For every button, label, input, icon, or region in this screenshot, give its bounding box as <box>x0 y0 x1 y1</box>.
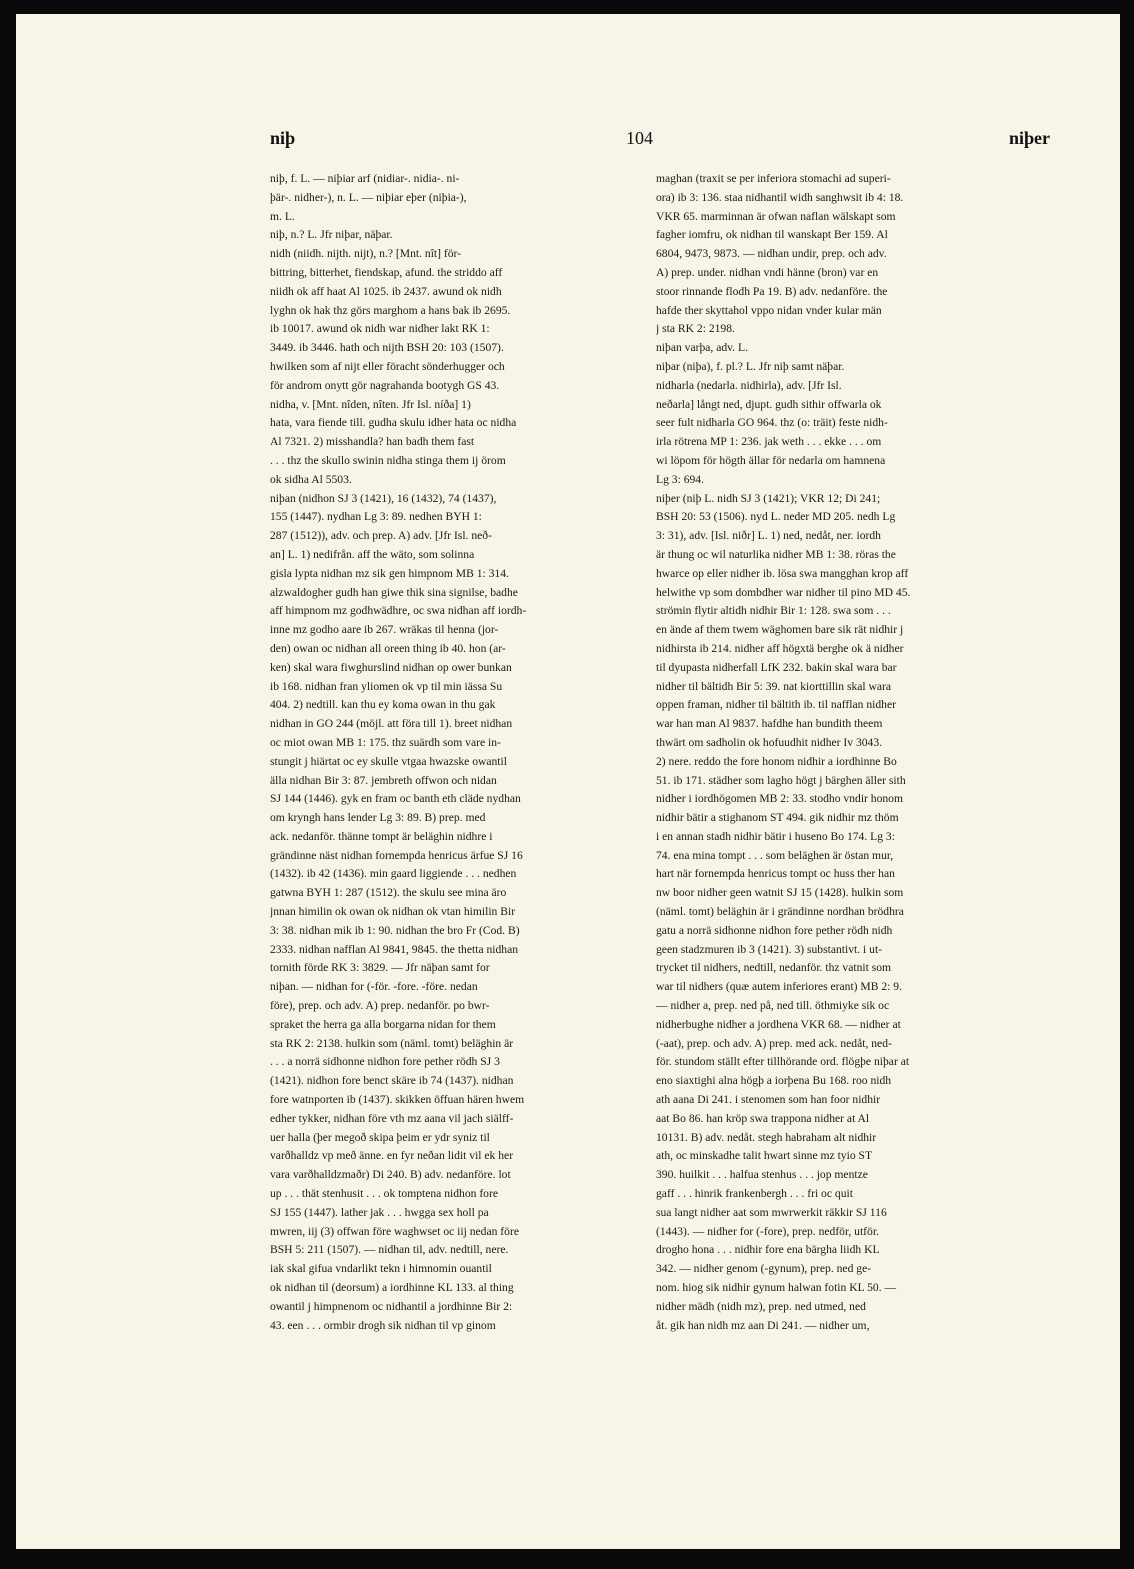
text-line: 6804, 9473, 9873. — nidhan undir, prep. och adv. <box>656 247 887 261</box>
text-line: 404. 2) nedtill. kan thu ey koma owan in thu gak <box>270 698 496 712</box>
text-line: aat Bo 86. han kröp swa trappona nidher at Al <box>656 1111 870 1125</box>
text-line: ora) ib 3: 136. staa nidhantil widh sanghwsit ib 4: 18. <box>656 190 904 204</box>
text-line: nidher i iordhögomen MB 2: 33. stodho vndir honom <box>656 792 904 806</box>
text-line: nidhir bätir a stighanom ST 494. gik nidhir mz thöm <box>656 811 899 825</box>
text-line: (1421). nidhon fore benct skäre ib 74 (1437). nidhan <box>270 1074 514 1088</box>
text-line: nidhan in GO 244 (möjl. att föra till 1). breet nidhan <box>270 717 513 731</box>
text-line: före), prep. och adv. A) prep. nedanför. po bwr- <box>270 999 490 1013</box>
text-line: 2) nere. reddo the fore honom nidhir a iordhinne Bo <box>656 754 897 768</box>
text-line: gatwna BYH 1: 287 (1512). the skulu see mina äro <box>270 886 507 900</box>
text-line: til dyupasta nidherfall LfK 232. bakin skal wara bar <box>656 660 897 674</box>
text-line: owantil j himpnenom oc nidhantil a jordhinne Bir 2: <box>270 1299 513 1313</box>
text-line: gatu a norrä sidhonne nidhon fore pether rödh nidh <box>656 923 893 937</box>
text-line: up . . . thät stenhusit . . . ok tomptena nidhon fore <box>270 1187 498 1201</box>
text-line: stungit j hiärtat oc ey skulle vtgaa hwazske owantil <box>270 754 507 768</box>
page-number: 104 <box>626 128 653 148</box>
text-line: j sta RK 2: 2198. <box>656 322 735 336</box>
text-line: gisla lypta nidhan mz sik gen himpnom MB 1: 314. <box>270 566 509 580</box>
text-line: älla nidhan Bir 3: 87. jembreth offwon och nidan <box>270 773 497 787</box>
text-line: grändinne näst nidhan fornempda henricus ärfue SJ 16 <box>270 848 523 862</box>
text-line: uer halla (þer megoð skipa þeim er ydr syniz til <box>270 1130 490 1144</box>
text-line: thwärt om sadholin ok hofuudhit nidher Iv 3043. <box>656 735 883 749</box>
text-line: BSH 5: 211 (1507). — nidhan til, adv. nedtill, nere. <box>270 1243 509 1257</box>
text-line: niþ, n.? L. Jfr niþar, näþar. <box>270 228 393 242</box>
text-line: Al 7321. 2) misshandla? han badh them fast <box>270 435 475 449</box>
text-line: är thung oc wil naturlika nidher MB 1: 38. röras the <box>656 547 896 561</box>
text-line: stoor rinnande flodh Pa 19. B) adv. nedanföre. the <box>656 284 888 298</box>
text-line: 155 (1447). nydhan Lg 3: 89. nedhen BYH 1: <box>270 510 482 524</box>
right-running-headword: niþer <box>1008 128 1050 148</box>
text-line: ath, oc minskadhe talit hwart sinne mz tyio ST <box>656 1149 873 1163</box>
text-line: nidher mädh (nidh mz), prep. ned utmed, ned <box>656 1299 866 1313</box>
text-line: oppen framan, nidher til bältith ib. til nafflan nidher <box>656 698 896 712</box>
text-line: eno siaxtighi alna högþ a iorþena Bu 168. roo nidh <box>656 1074 892 1088</box>
text-line: SJ 155 (1447). lather jak . . . hwgga sex holl pa <box>270 1205 489 1219</box>
text-line: hwilken som af nijt eller föracht sönderhugger och <box>270 359 505 373</box>
text-line: aff himpnom mz godhwädhre, oc swa nidhan aff iordh- <box>270 604 527 618</box>
text-line: trycket til nidhers, nedtill, nedanför. thz vatnit som <box>656 961 892 975</box>
text-line: 342. — nidher genom (-gynum), prep. ned ge- <box>656 1262 872 1276</box>
text-line: niþan (nidhon SJ 3 (1421), 16 (1432), 74 (1437), <box>270 491 497 505</box>
text-line: vara varðhalldzmaðr) Di 240. B) adv. nedanföre. lot <box>270 1168 511 1182</box>
text-line: sta RK 2: 2138. hulkin som (näml. tomt) beläghin är <box>270 1036 514 1050</box>
text-line: A) prep. under. nidhan vndi hänne (bron) var en <box>656 265 879 279</box>
left-running-headword: niþ <box>270 128 296 148</box>
text-line: varðhalldz vp með änne. en fyr neðan lidit vil ek her <box>270 1149 514 1163</box>
text-line: an] L. 1) nedifrån. aff the wäto, som solinna <box>270 547 475 561</box>
text-line: för androm onytt gör nagrahanda bootygh GS 43. <box>270 378 500 392</box>
text-line: en ände af them twem wäghomen bare sik rät nidhir j <box>656 623 904 637</box>
text-line: nw boor nidher geen watnit SJ 15 (1428). hulkin som <box>656 886 904 900</box>
text-line: sua langt nidher aat som mwrwerkit räkkir SJ 116 <box>656 1205 887 1219</box>
text-line: Lg 3: 694. <box>656 472 704 486</box>
text-line: niþer (niþ L. nidh SJ 3 (1421); VKR 12; Di 241; <box>656 491 881 505</box>
text-line: 10131. B) adv. nedåt. stegh habraham alt nidhir <box>656 1130 877 1144</box>
text-line: 3: 38. nidhan mik ib 1: 90. nidhan the bro Fr (Cod. B) <box>270 923 520 937</box>
text-line: iak skal gifua vndarlikt tekn i himnomin ouantil <box>270 1262 492 1276</box>
scan-border-right <box>1120 0 1134 1569</box>
text-line: þär-. nidher-), n. L. — niþiar eþer (niþia-), <box>270 190 467 204</box>
text-line: 2333. nidhan nafflan Al 9841, 9845. the thetta nidhan <box>270 942 519 956</box>
text-line: för. stundom ställt efter tillhörande ord. flögþe niþar at <box>656 1055 910 1069</box>
text-line: war han man Al 9837. hafdhe han bundith theem <box>656 717 883 731</box>
text-line: nidhirsta ib 214. nidher aff högxtä berghe ok ä nidher <box>656 641 904 655</box>
scan-border-top <box>0 0 1134 14</box>
text-line: hwarce op eller nidher ib. lösa swa mangghan krop aff <box>656 566 909 580</box>
text-line: 51. ib 171. städher som lagho högt j bärghen äller sith <box>656 773 906 787</box>
text-line: hart när fornempda henricus tompt oc huss ther han <box>656 867 895 881</box>
text-line: mwren, iij (3) offwan före waghwset oc iij nedan före <box>270 1224 519 1238</box>
text-line: ack. nedanför. thänne tompt är beläghin nidhre i <box>270 829 493 843</box>
text-line: 287 (1512)), adv. och prep. A) adv. [Jfr Isl. neð- <box>270 529 492 543</box>
text-line: den) owan oc nidhan all oreen thing ib 40. hon (ar- <box>270 641 506 655</box>
text-line: lyghn ok hak thz görs marghom a hans bak ib 2695. <box>270 303 511 317</box>
text-line: gaff . . . hinrik frankenbergh . . . fri oc quit <box>656 1187 853 1201</box>
text-line: helwithe vp som dombdher war nidher til pino MD 45. <box>656 585 911 599</box>
text-line: VKR 65. marminnan är ofwan naflan wälskapt som <box>656 209 896 223</box>
scan-border-bottom <box>0 1549 1134 1569</box>
text-line: nidharla (nedarla. nidhirla), adv. [Jfr Isl. <box>656 378 842 392</box>
text-line: jnnan himilin ok owan ok nidhan ok vtan himilin Bir <box>270 905 516 919</box>
text-line: 3: 31), adv. [Isl. niðr] L. 1) ned, nedåt, ner. iordh <box>656 529 881 543</box>
text-line: niþar (niþa), f. pl.? L. Jfr niþ samt näþar. <box>656 359 845 373</box>
text-line: niþ, f. L. — niþiar arf (nidiar-. nidia-. ni- <box>270 172 460 185</box>
text-line: maghan (traxit se per inferiora stomachi ad superi- <box>656 172 891 185</box>
text-line: 3449. ib 3446. hath och nijth BSH 20: 103 (1507). <box>270 341 504 355</box>
text-line: nidh (niidh. nijth. nijt), n.? [Mnt. nît] för- <box>270 247 462 261</box>
text-line: war til nidhers (quæ autem inferiores erant) MB 2: 9. <box>656 980 902 994</box>
text-line: i en annan stadh nidhir bätir i huseno Bo 174. Lg 3: <box>656 829 895 843</box>
text-line: SJ 144 (1446). gyk en fram oc banth eth cläde nydhan <box>270 792 521 806</box>
text-line: niidh ok aff haat Al 1025. ib 2437. awund ok nidh <box>270 284 502 298</box>
text-line: (1432). ib 42 (1436). min gaard liggiende . . . nedhen <box>270 867 517 881</box>
text-line: hata, vara fiende till. gudha skulu idher hata oc nidha <box>270 416 517 430</box>
text-line: strömin flytir altidh nidhir Bir 1: 128. swa som . . . <box>656 604 891 618</box>
text-line: spraket the herra ga alla borgarna nidan for them <box>270 1017 496 1031</box>
text-line: hafde ther skyttahol vppo nidan vnder kular män <box>656 303 882 317</box>
text-line: alzwaldogher gudh han giwe thik sina signilse, badhe <box>270 585 518 599</box>
text-line: edher tykker, nidhan före vth mz aana vil jach siälff- <box>270 1111 514 1125</box>
text-line: BSH 20: 53 (1506). nyd L. neder MD 205. nedh Lg <box>656 510 896 524</box>
text-line: seer fult nidharla GO 964. thz (o: träit) feste nidh- <box>656 416 888 430</box>
text-line: fagher iomfru, ok nidhan til wanskapt Ber 159. Al <box>656 228 888 242</box>
text-line: geen stadzmuren ib 3 (1421). 3) substantivt. i ut- <box>656 942 883 956</box>
text-line: ath aana Di 241. i stenomen som han foor nidhir <box>656 1093 881 1107</box>
text-line: bittring, bitterhet, fiendskap, afund. the striddo aff <box>270 265 503 279</box>
text-line: fore watnporten ib (1437). skikken öffuan hären hwem <box>270 1093 525 1107</box>
text-line: ok sidha Al 5503. <box>270 472 352 486</box>
text-line: 390. huilkit . . . halfua stenhus . . . jop mentze <box>656 1168 868 1182</box>
text-line: (-aat), prep. och adv. A) prep. med ack. nedåt, ned- <box>656 1036 892 1050</box>
text-line: åt. gik han nidh mz aan Di 241. — nidher um, <box>656 1318 870 1332</box>
text-line: — nidher a, prep. ned på, ned till. öthmiyke sik oc <box>656 999 890 1013</box>
text-line: nidher til bältidh Bir 5: 39. nat kiorttillin skal wara <box>656 679 892 693</box>
text-line: 74. ena mina tompt . . . som beläghen är östan mur, <box>656 848 894 862</box>
text-line: nidherbughe nidher a jordhena VKR 68. — nidher at <box>656 1017 901 1031</box>
text-line: om kryngh hans lender Lg 3: 89. B) prep. med <box>270 811 486 825</box>
text-line: wi löpom för högth ällar för nedarla om hamnena <box>656 453 886 467</box>
text-line: ken) skal wara fiwghurslind nidhan op ower bunkan <box>270 660 512 674</box>
text-line: nidha, v. [Mnt. nîden, nîten. Jfr Isl. níða] 1) <box>270 397 471 411</box>
text-line: . . . a norrä sidhonne nidhon fore pether rödh SJ 3 <box>270 1055 500 1069</box>
text-line: niþan varþa, adv. L. <box>656 341 748 355</box>
text-line: ok nidhan til (deorsum) a iordhinne KL 133. al thing <box>270 1281 514 1295</box>
text-line: inne mz godho aare ib 267. wräkas til henna (jor- <box>270 623 499 637</box>
text-line: (näml. tomt) beläghin är i grändinne nordhan brödhra <box>656 905 904 919</box>
text-line: neðarla] långt ned, djupt. gudh sithir offwarla ok <box>656 397 882 411</box>
page-header <box>270 128 1050 158</box>
text-line: ib 10017. awund ok nidh war nidher lakt RK 1: <box>270 322 490 336</box>
text-line: drogho hona . . . nidhir fore ena bärgha liidh KL <box>656 1243 880 1257</box>
text-line: ib 168. nidhan fran yliomen ok vp til min iässa Su <box>270 679 503 693</box>
text-line: niþan. — nidhan for (-för. -fore. -före. nedan <box>270 980 478 994</box>
text-line: oc miot owan MB 1: 175. thz suärdh som vare in- <box>270 735 501 749</box>
text-line: 43. een . . . ormbir drogh sik nidhan til vp ginom <box>270 1318 496 1332</box>
text-line: m. L. <box>270 209 295 223</box>
text-line: nom. hiog sik nidhir gynum halwan fotin KL 50. — <box>656 1281 897 1295</box>
scan-border-left <box>0 0 16 1569</box>
text-line: tornith förde RK 3: 3829. — Jfr näþan samt for <box>270 961 490 975</box>
text-line: . . . thz the skullo swinin nidha stinga them ij örom <box>270 453 506 467</box>
left-text-column <box>270 170 658 1335</box>
text-line: irla rötrena MP 1: 236. jak weth . . . ekke . . . om <box>656 435 882 449</box>
right-text-column <box>656 170 1044 1335</box>
text-line: (1443). — nidher for (-fore), prep. nedför, utför. <box>656 1224 879 1238</box>
